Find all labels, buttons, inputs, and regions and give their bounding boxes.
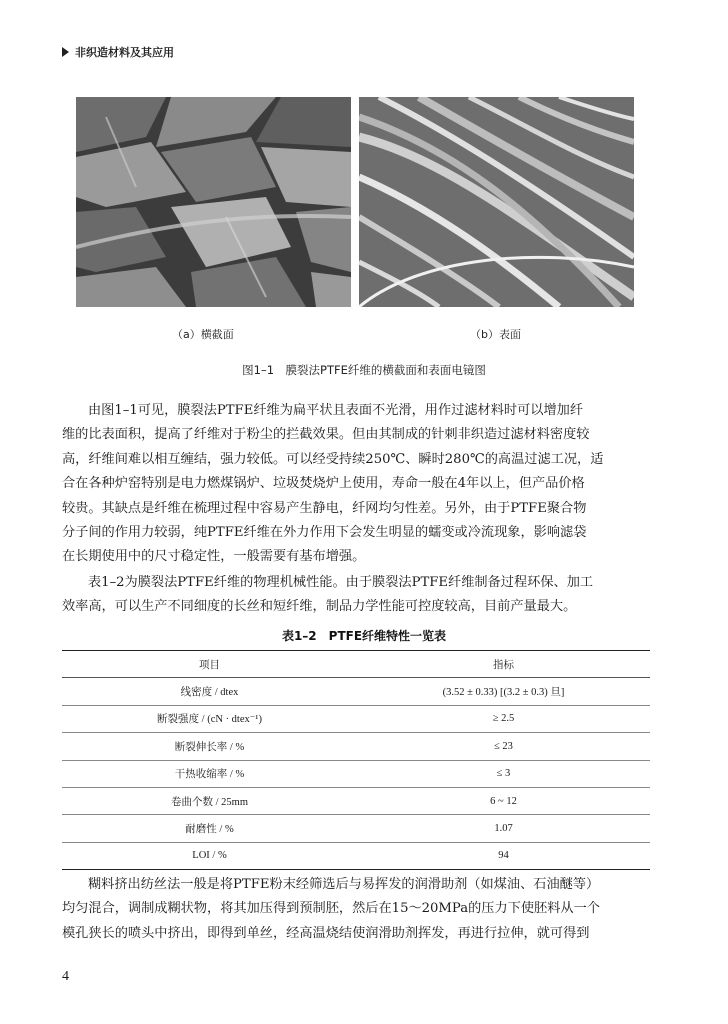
table-row bbox=[62, 678, 650, 705]
row-label: 断裂强度 / (cN · dtex⁻¹) bbox=[62, 705, 357, 732]
row-value: (3.52 ± 0.33) [(3.2 ± 0.3) 旦] bbox=[357, 678, 650, 705]
row-value: 94 bbox=[357, 842, 650, 869]
row-label: 断裂伸长率 / % bbox=[62, 733, 357, 760]
row-value: 1.07 bbox=[357, 815, 650, 842]
paragraph-line: 高，纤维间难以相互缠结，强力较低。可以经受持续250℃、瞬时280℃的高温过滤工况，适 bbox=[62, 451, 604, 467]
paragraph-line: 效率高，可以生产不同细度的长丝和短纤维，制品力学性能可控度较高，目前产量最大。 bbox=[62, 599, 577, 615]
row-value: 6 ~ 12 bbox=[357, 787, 650, 814]
paragraph-line: 糊料挤出纺丝法一般是将PTFE粉末经筛选后与易挥发的润滑助剂（如煤油、石油醚等） bbox=[88, 877, 600, 892]
row-value: ≤ 3 bbox=[357, 760, 650, 787]
paragraph-line: 合在各种炉窑特别是电力燃煤锅炉、垃圾焚烧炉上使用，寿命一般在4年以上，但产品价格 bbox=[62, 476, 585, 492]
table-row bbox=[62, 760, 650, 787]
paragraph-3 bbox=[62, 873, 667, 946]
paragraph-line: 维的比表面积，提高了纤维对于粉尘的拦截效果。但由其制成的针刺非织造过滤材料密度较 bbox=[62, 427, 590, 443]
figure-caption: 图1–1 膜裂法PTFE纤维的横截面和表面电镜图 bbox=[242, 363, 486, 377]
surface-micrograph bbox=[359, 97, 634, 307]
table-row bbox=[62, 842, 650, 869]
running-header-title: 非织造材料及其应用 bbox=[75, 46, 174, 59]
figure-subcaption-b: （b）表面 bbox=[470, 328, 521, 341]
paragraph-line: 表1–2为膜裂法PTFE纤维的物理机械性能。由于膜裂法PTFE纤维制备过程环保、加工 bbox=[88, 575, 594, 590]
row-label: 卷曲个数 / 25mm bbox=[62, 787, 357, 814]
table-row bbox=[62, 705, 650, 732]
figure-subcaption-a: （a）横截面 bbox=[172, 328, 234, 341]
row-label: 干热收缩率 / % bbox=[62, 760, 357, 787]
column-header-value: 指标 bbox=[357, 651, 650, 678]
running-header bbox=[62, 44, 174, 60]
page-number: 4 bbox=[62, 969, 69, 984]
table-row bbox=[62, 815, 650, 842]
paragraph-line: 模孔狭长的喷头中挤出，即得到单丝，经高温烧结使润滑助剂挥发，再进行拉伸，就可得到 bbox=[62, 925, 590, 941]
paragraph-line: 分子间的作用力较弱，纯PTFE纤维在外力作用下会发生明显的蠕变或冷流现象，影响滤袋 bbox=[62, 525, 587, 541]
table-row bbox=[62, 733, 650, 760]
paragraph-line: 由图1–1可见，膜裂法PTFE纤维为扁平状且表面不光滑，用作过滤材料时可以增加纤 bbox=[88, 403, 584, 418]
paragraph-line: 在长期使用中的尺寸稳定性，一般需要有基布增强。 bbox=[62, 549, 366, 565]
table-row bbox=[62, 787, 650, 814]
triangle-marker-icon bbox=[62, 47, 69, 57]
paragraph-line: 均匀混合，调制成糊状物，将其加压得到预制胚，然后在15～20MPa的压力下使胚料从一个 bbox=[62, 901, 600, 917]
cross-section-micrograph bbox=[76, 97, 351, 307]
row-label: 线密度 / dtex bbox=[62, 678, 357, 705]
row-value: ≥ 2.5 bbox=[357, 705, 650, 732]
paragraph-line: 较贵。其缺点是纤维在梳理过程中容易产生静电，纤网均匀性差。另外，由于PTFE聚合物 bbox=[62, 500, 587, 516]
ptfe-properties-table bbox=[62, 650, 650, 870]
row-value: ≤ 23 bbox=[357, 733, 650, 760]
paragraph-1 bbox=[62, 399, 667, 570]
row-label: 耐磨性 / % bbox=[62, 815, 357, 842]
table-header-row bbox=[62, 651, 650, 678]
paragraph-2 bbox=[62, 571, 667, 620]
table-caption: 表1–2 PTFE纤维特性一览表 bbox=[281, 629, 447, 643]
column-header-item: 项目 bbox=[62, 651, 357, 678]
row-label: LOI / % bbox=[62, 842, 357, 869]
